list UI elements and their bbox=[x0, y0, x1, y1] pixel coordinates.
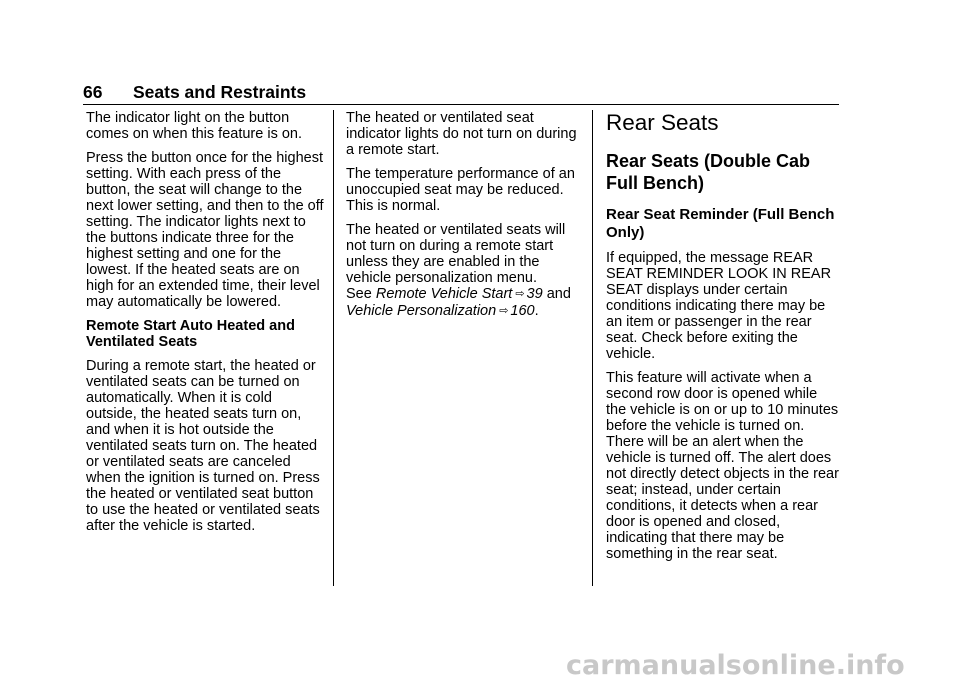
page-number: 66 bbox=[83, 82, 103, 102]
paragraph-rear-seat-message: If equipped, the message REAR SEAT REMINDER LOOK IN REAR SEAT displays under certain conditions indicating there may be an item or passenger in the rear seat. Check before exiting the vehicle. bbox=[606, 250, 832, 362]
page-ref-160[interactable]: 160 bbox=[510, 303, 535, 319]
link-remote-vehicle-start[interactable]: Remote Vehicle Start bbox=[375, 286, 513, 302]
heading-rear-seat-reminder: Rear Seat Reminder (Full Bench Only) bbox=[606, 206, 835, 241]
heading-rear-seats-double-cab: Rear Seats (Double Cab Full Bench) bbox=[606, 151, 811, 193]
paragraph-not-turn-on-text: The heated or ventilated seats will not turn on during a remote start unless they are enabled in the vehicle personalization menu. bbox=[346, 222, 566, 286]
page-header bbox=[83, 80, 839, 105]
text-column-3 bbox=[606, 110, 840, 570]
text-column-1 bbox=[86, 110, 326, 542]
text-column-2 bbox=[346, 110, 578, 328]
paragraph-indicator-lights: The heated or ventilated seat indicator lights do not turn on during a remote start. bbox=[346, 110, 577, 158]
paragraph-feature-activate: This feature will activate when a second row door is opened while the vehicle is on or up to 10 minutes before the vehicle is turned on. There will be an alert when the vehicle is turned off. The alert does not directly detect objects in the rear seat; instead, under certain conditions, it detects when a rear door is opened and closed, indicating that there may be something in the rear seat. bbox=[606, 370, 839, 562]
watermark-logo: carmanualsonline.info bbox=[566, 650, 905, 681]
and-label: and bbox=[546, 286, 571, 302]
page-ref-arrow-icon: ⇨ bbox=[499, 305, 509, 317]
link-vehicle-personalization[interactable]: Vehicle Personalization bbox=[346, 303, 497, 319]
paragraph-not-turn-on bbox=[346, 222, 578, 320]
column-divider-right bbox=[592, 110, 593, 586]
section-title: Seats and Restraints bbox=[133, 82, 307, 102]
paragraph-remote-start: During a remote start, the heated or ventilated seats can be turned on automatically. When it is cold outside, the heated seats turn on, and when it is hot outside the ventilated seats turn on. The heated or ventilated seats are canceled when the ignition is turned on. Press the heated or ventilated seat button to use the heated or ventilated seats after the vehicle is started. bbox=[86, 358, 320, 534]
paragraph-temperature: The temperature performance of an unoccupied seat may be reduced. This is normal. bbox=[346, 166, 575, 214]
page-ref-39[interactable]: 39 bbox=[526, 286, 543, 302]
paragraph-indicator-light: The indicator light on the button comes on when this feature is on. bbox=[86, 110, 303, 142]
see-label: See bbox=[346, 286, 372, 302]
heading-rear-seats: Rear Seats bbox=[606, 110, 719, 135]
paragraph-press-button: Press the button once for the highest setting. With each press of the button, the seat will change to the next lower setting, and then to the off setting. The indicator lights next to the buttons indicate three for the highest setting and one for the lowest. If the heated seats are on high for an extended time, their level may automatically be lowered. bbox=[86, 150, 324, 310]
end-period: . bbox=[534, 303, 539, 319]
subheading-remote-start: Remote Start Auto Heated and Ventilated Seats bbox=[86, 318, 295, 350]
page-ref-arrow-icon: ⇨ bbox=[515, 288, 525, 300]
column-divider-left bbox=[333, 110, 334, 586]
